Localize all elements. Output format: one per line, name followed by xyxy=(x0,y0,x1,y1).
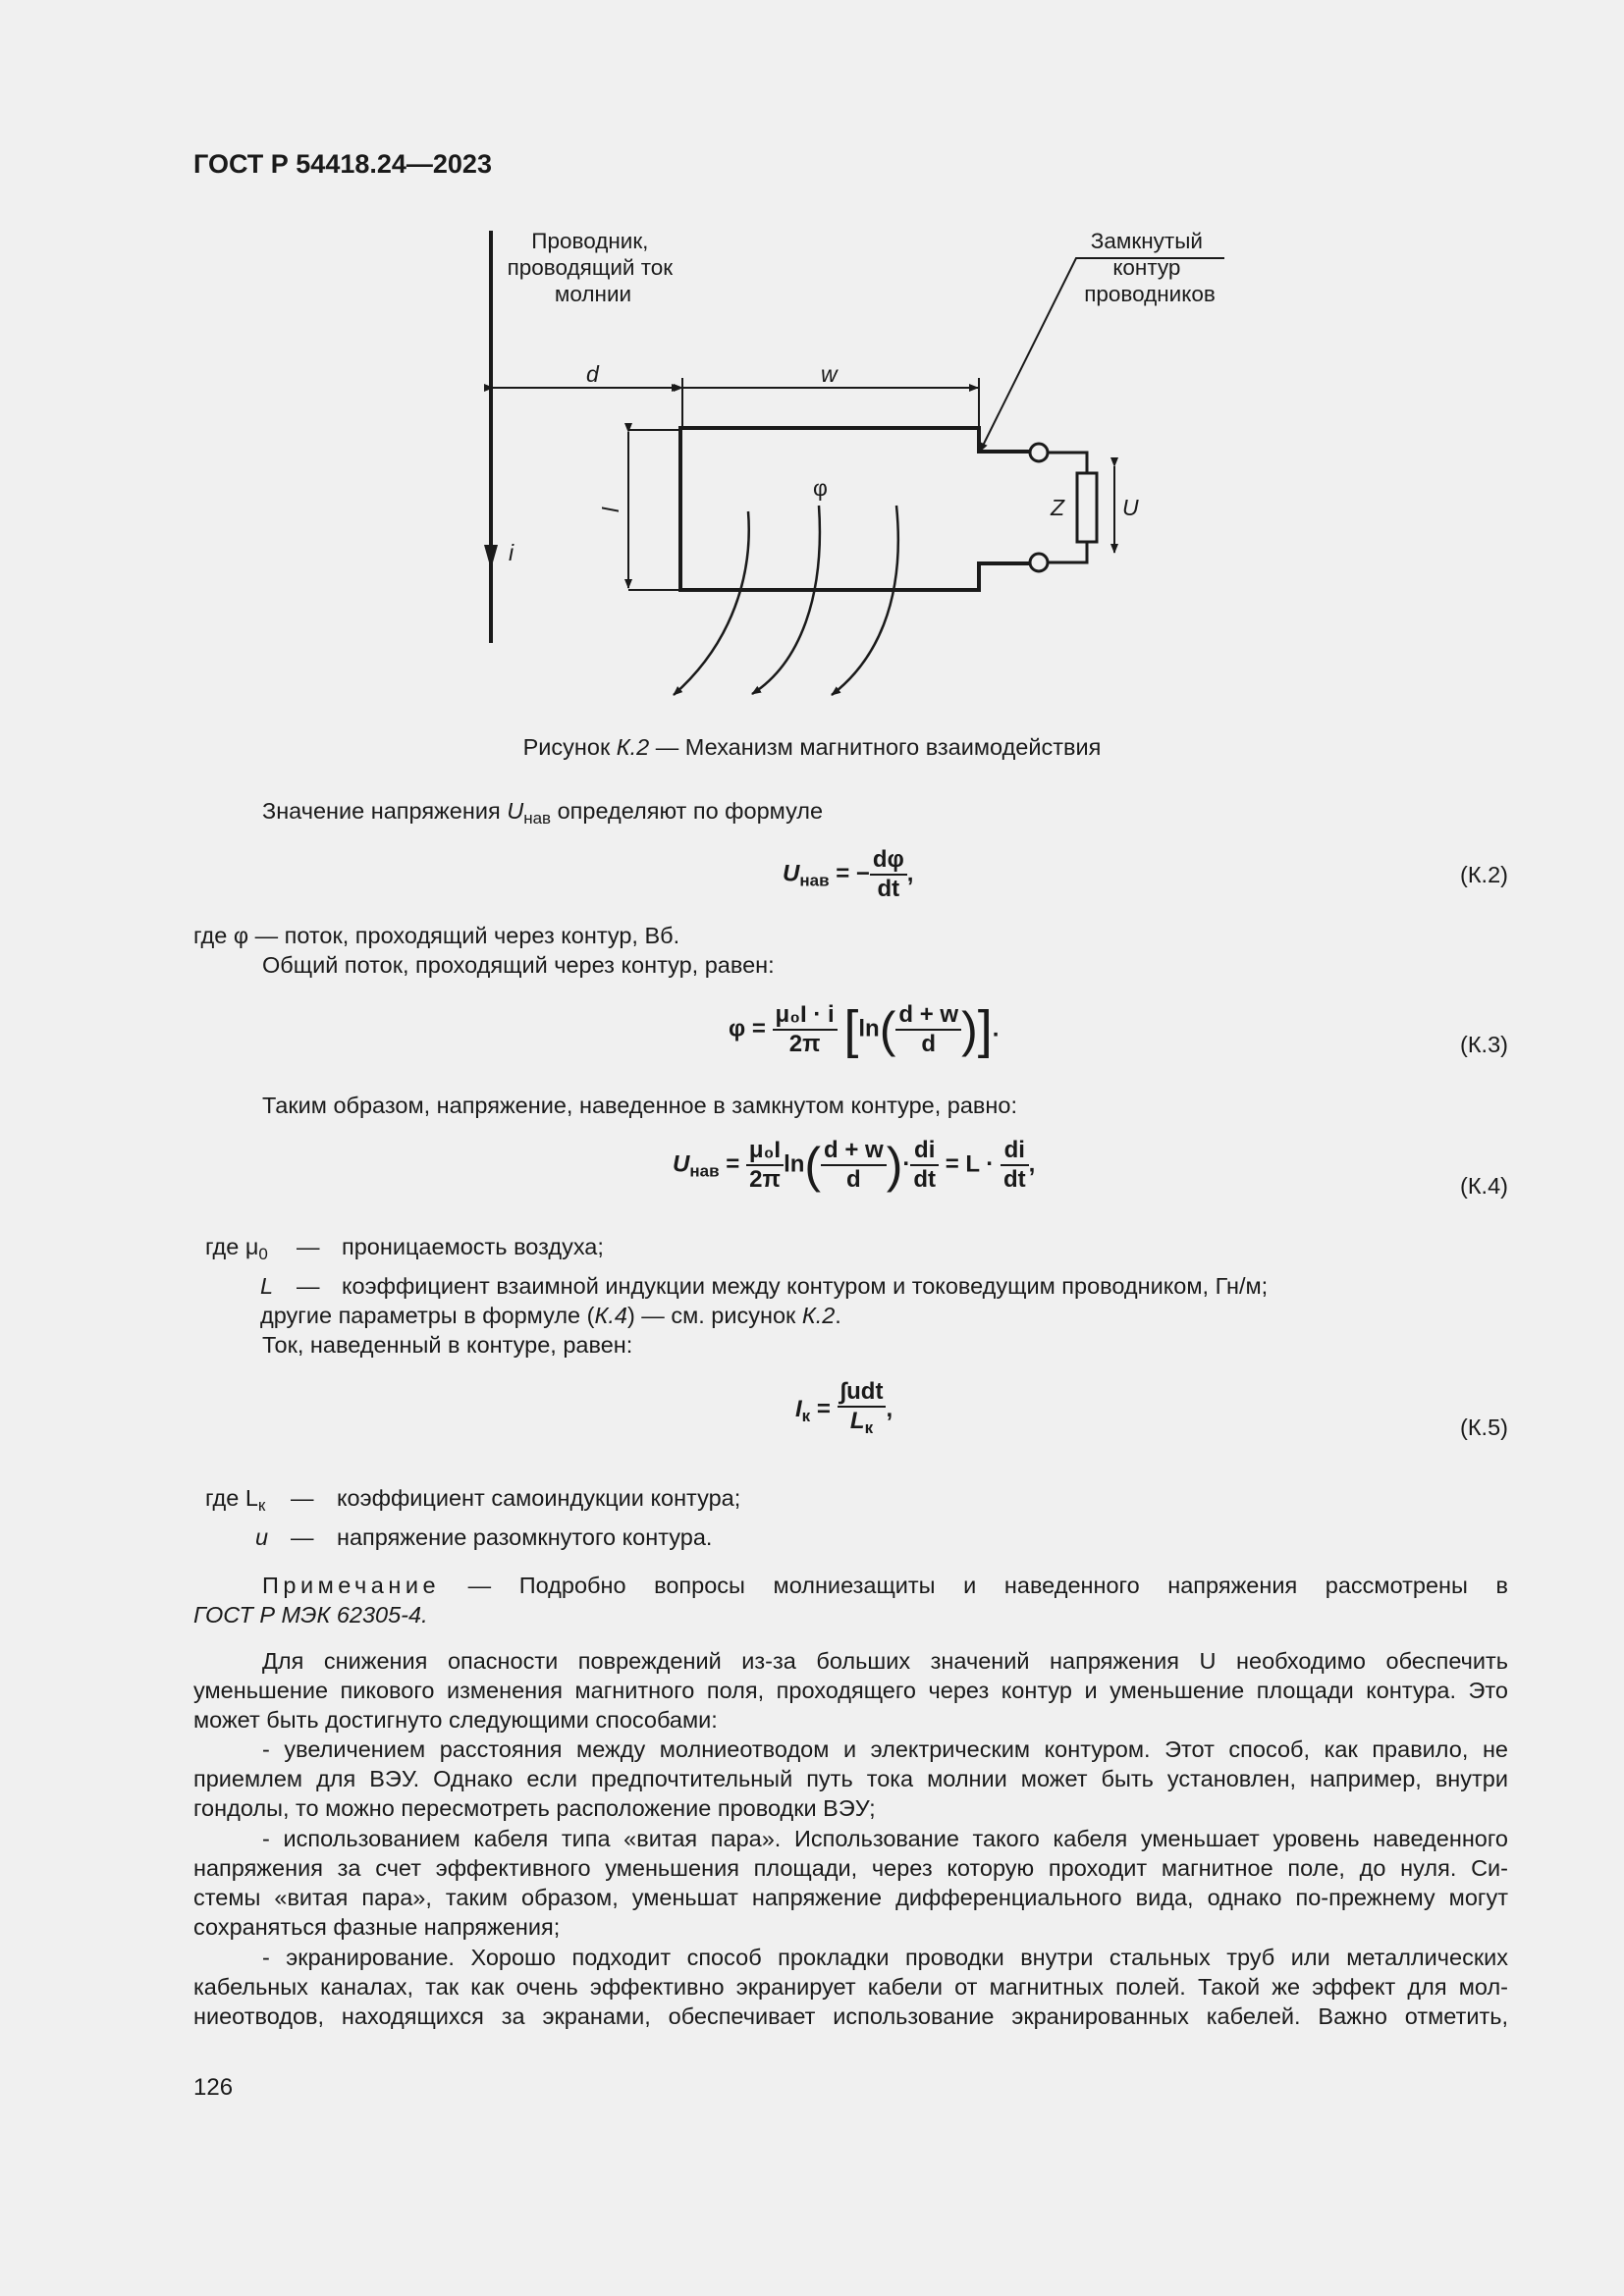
dash: — xyxy=(291,1524,314,1550)
equation-number-k5: (К.5) xyxy=(1460,1415,1508,1440)
label-conductor-3: молнии xyxy=(554,282,632,306)
paragraph-voltage-intro: Значение напряжения $U_{нав}$ определяют по формуле xyxy=(262,798,824,828)
total-flux-intro: Общий поток, проходящий через контур, равен: xyxy=(262,952,775,978)
svg-text:Замкнутый контур п xyxy=(1084,229,1216,306)
bullet-2-line-3: стемы «витая пара», таким образом, уменьшат напряжение дифференциального вида, однако по-прежнему могут xyxy=(193,1885,1508,1910)
equation-number-k4: (К.4) xyxy=(1460,1173,1508,1199)
where-Lk-lead: где $L_к$ xyxy=(205,1485,266,1515)
equation-k4: $U_{нав}$ = $\frac{\text{μ₀I}}{2\pi}$ ln( $\frac{d + w}{d}$ )· $\frac{di}{dt}$ = L · $\frac{di}{dt}$ , xyxy=(673,1137,1036,1193)
para-a-line-1: Для снижения опасности повреждений из-за больших значений напряжения U необходимо обеспечить xyxy=(262,1648,1508,1674)
bullet-2-line-1: - использованием кабеля типа «витая пара». Использование такого кабеля уменьшает уровень наведенного xyxy=(262,1826,1508,1851)
dash: — xyxy=(297,1273,320,1299)
bullet-1-line-3: гондолы, то можно пересмотреть расположение проводки ВЭУ; xyxy=(193,1795,876,1821)
label-loop-1: Замкнутый xyxy=(1090,229,1203,253)
u-symbol: u xyxy=(255,1524,269,1550)
note-line-1: Примечание — Подробно вопросы молниезащиты и наведенного напряжения рассмотрены в xyxy=(262,1573,1508,1598)
symbol-phi: φ xyxy=(813,475,828,501)
mu-definition: проницаемость воздуха; xyxy=(342,1234,604,1259)
L-definition: коэффициент взаимной индукции между контуром и токоведущим проводником, Гн/м; xyxy=(342,1273,1269,1299)
equation-k5: $I_к$ = $\frac{\text{∫udt}}{L_к}$ , xyxy=(795,1378,893,1437)
terminal-bottom xyxy=(1030,554,1048,571)
other-params: другие параметры в формуле (К.4) — см. рисунок К.2. xyxy=(260,1303,841,1328)
note-line-2: ГОСТ Р МЭК 62305-4. xyxy=(193,1602,428,1628)
thus-intro: Таким образом, напряжение, наведенное в замкнутом контуре, равно: xyxy=(262,1093,1017,1118)
u-definition: напряжение разомкнутого контура. xyxy=(337,1524,713,1550)
bullet-3-line-3: ниеотводов, находящихся за экранами, обеспечивает использование экранированных кабелей. Важно отметить, xyxy=(193,2003,1508,2029)
label-conductor-2: проводящий ток xyxy=(507,255,674,280)
dash: — xyxy=(291,1485,314,1511)
where-mu-lead: где $\mu_0$ xyxy=(205,1234,268,1263)
symbol-i: i xyxy=(509,540,514,565)
bullet-3-line-1: - экранирование. Хорошо подходит способ прокладки проводки внутри стальных труб или металлических xyxy=(262,1945,1508,1970)
para-a-line-3: может быть достигнуто следующими способами: xyxy=(193,1707,718,1733)
equation-number-k2: (К.2) xyxy=(1460,862,1508,887)
where-phi: где φ — поток, проходящий через контур, Вб. xyxy=(193,923,680,948)
current-arrow xyxy=(484,545,498,569)
para-a-line-2: уменьшение пикового изменения магнитного поля, проходящего через контур и уменьшение площади контура. Это xyxy=(193,1678,1508,1703)
figure-k2-diagram xyxy=(461,221,1227,721)
label-loop-2: контур xyxy=(1112,255,1181,280)
document-header: ГОСТ Р 54418.24—2023 xyxy=(193,149,492,179)
equation-k3: φ = $\frac{\text{μ₀I · i}}{2\pi}$ [ln( $\frac{d + w}{d}$ )]. xyxy=(729,1000,1000,1059)
symbol-u: U xyxy=(1122,495,1139,520)
symbol-d: d xyxy=(586,361,599,387)
bullet-2-line-4: сохраняться фазные напряжения; xyxy=(193,1914,561,1940)
Lk-definition: коэффициент самоиндукции контура; xyxy=(337,1485,741,1511)
symbol-l: l xyxy=(598,507,623,512)
symbol-w: w xyxy=(821,361,838,387)
flux-line-2 xyxy=(752,506,820,694)
page-number: 126 xyxy=(193,2074,234,2101)
terminal-top xyxy=(1030,444,1048,461)
label-conductor-1: Проводник, xyxy=(531,229,649,253)
current-intro: Ток, наведенный в контуре, равен: xyxy=(262,1332,633,1358)
dash: — xyxy=(297,1234,320,1259)
closed-loop xyxy=(680,428,1031,590)
bullet-1-line-2: приемлем для ВЭУ. Однако если предпочтительный путь тока молнии может быть установлен, например, внутри xyxy=(193,1766,1508,1791)
bullet-2-line-2: напряжения за счет эффективного уменьшения площади, через которую проходит магнитное поле, до нуля. Си- xyxy=(193,1855,1508,1881)
figure-caption: Рисунок К.2 — Механизм магнитного взаимодействия xyxy=(522,734,1102,760)
impedance-z xyxy=(1077,473,1097,542)
L-symbol: L xyxy=(260,1273,274,1299)
label-loop-3: проводников xyxy=(1084,282,1216,306)
equation-number-k3: (К.3) xyxy=(1460,1032,1508,1057)
flux-line-3 xyxy=(832,506,898,695)
bullet-1-line-1: - увеличением расстояния между молниеотводом и электрическим контуром. Этот способ, как правило, не xyxy=(262,1736,1508,1762)
bullet-3-line-2: кабельных каналах, так как очень эффективно экранирует кабели от магнитных полей. Такой же эффект для мол- xyxy=(193,1974,1508,2000)
flux-line-1 xyxy=(674,511,749,695)
svg-text:Проводник, проводящий то xyxy=(508,229,679,306)
symbol-z: Z xyxy=(1051,495,1065,520)
equation-k2: $U_{нав}$ = − $\frac{d\varphi}{dt}$ , xyxy=(783,846,914,902)
